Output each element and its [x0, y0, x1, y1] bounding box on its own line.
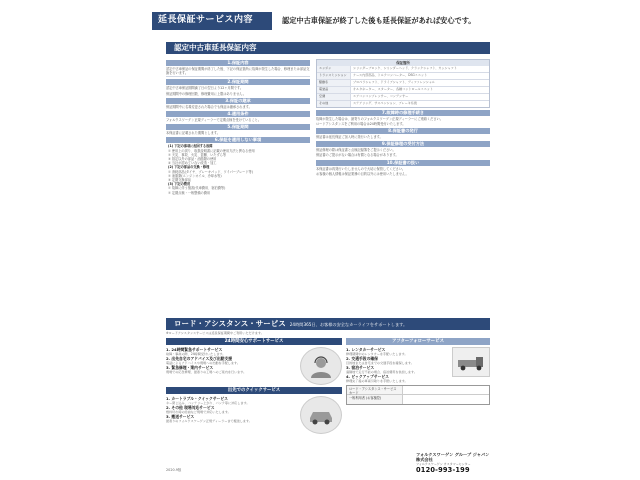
exclusion-item: ① 故障に伴う損害(代車費用、宿泊費等) [168, 186, 226, 191]
section-text: 保証修理の際は保証書と点検記録簿をご提示ください。 [316, 148, 396, 153]
section-heading: 7.故障時の修理手続き [316, 110, 490, 116]
card-label: ロード・アシスタンス・サービス カード [347, 386, 403, 394]
service-item-desc: 燃料切れ時の給油など現場で対応いたします。 [166, 410, 231, 414]
exclusion-item: ③ 指定以外の部品・油脂類の使用 [168, 157, 217, 162]
coverage-table [316, 59, 490, 108]
table-row [317, 87, 489, 94]
exclusion-item: (3) 下記の費用 [168, 182, 191, 187]
section-text: 保証期間中に名義変更された場合でも保証は継承されます。 [166, 104, 252, 109]
service-item-title: 2. その他 現場対応サービス [166, 405, 215, 410]
service-item-desc: 故障・事故の際、24時間受付いたします。 [166, 352, 226, 356]
support-band: 24時間安心サポートサービス [166, 338, 342, 345]
table-cell-value: ケース内部部品、トルクコンバーター、DSGユニット [353, 73, 428, 78]
section-text: 本保証書に記載された期間とします。 [166, 131, 220, 136]
warranty-document [148, 6, 494, 478]
service-item-desc: キー閉じ込み、バッテリー上がり、パンク等に対応します。 [166, 401, 250, 405]
exclusion-item: ③ 定期交換部品 [168, 178, 191, 183]
service-item-title: 1. レンタカーサービス [346, 347, 386, 352]
service-item-title: 2. 交通手段の確保 [346, 356, 378, 361]
exclusion-item: (2) 下記の部品の交換・修理 [168, 165, 210, 170]
table-cell-key: 空調 [317, 94, 351, 100]
service-item-title: 2. 出先自宅のアドバイス及び出動支援 [166, 356, 233, 361]
table-cell-key: エンジン [317, 66, 351, 72]
service-item-desc: 修理期間中のレンタカーを手配いたします。 [346, 352, 408, 356]
section-heading: 9.保証修理の受付方法 [316, 141, 490, 147]
section-text: フォルクスワーゲン正規ディーラーで定期点検を受けていること。 [166, 118, 262, 123]
service-item-desc: 目的地または自宅までの交通手段を確保します。 [346, 361, 414, 365]
section-heading: 1.保証内容 [166, 60, 310, 66]
dealer-info [416, 452, 492, 475]
section-text: 認定中古車保証の保証期間が終了した後、下記の保証箇所に故障が発生した場合、修理または部品交換を行います。 [166, 67, 310, 76]
section-heading: 3.保証の継承 [166, 98, 310, 104]
table-cell-key: 電装品 [317, 87, 351, 93]
dealer-address: フォルクスワーゲン カスタマーセンター [416, 461, 471, 466]
after-follow-block [346, 347, 490, 383]
divider [166, 76, 310, 77]
document-subtitle: 認定中古車保証が終了した後も延長保証があれば安心です。 [282, 16, 476, 25]
section-heading: 2.保証期間 [166, 79, 310, 85]
card-value [403, 395, 489, 404]
after-follow-list [346, 347, 449, 383]
service-item-title: 3. 搬送サービス [166, 414, 195, 419]
service-item-title: 3. 宿泊サービス [346, 365, 375, 370]
dealer-name: フォルクスワーゲン グループ ジャパン 株式会社 [416, 452, 490, 463]
document-title: 延長保証サービス内容 [152, 12, 272, 30]
table-cell-key: 駆動系 [317, 80, 351, 86]
road-service-title-note: 24時間365日、お客様の安全なカーライフをサポートします。 [289, 322, 408, 327]
card-row [347, 386, 489, 395]
quick-list [166, 396, 297, 434]
card-row [347, 395, 489, 404]
membership-card-form [346, 385, 490, 405]
car-icon [307, 403, 335, 427]
exclusion-item: ④ 当社が認めていない改造・加工 [168, 161, 217, 166]
section-text: 本保証書は再発行いたしませんので大切に保管してください。 [316, 166, 406, 171]
operator-photo [300, 347, 342, 385]
tow-truck-photo [452, 347, 490, 377]
support-list [166, 347, 297, 385]
section-text: 保証書のご提示がない場合は有償となる場合があります。 [316, 153, 399, 158]
service-item-desc: 最寄りのフォルクスワーゲン正規ディーラーまで搬送します。 [166, 419, 252, 423]
section-heading: 6.保証を適用しない事項 [166, 137, 310, 143]
table-row [317, 73, 489, 80]
service-item-desc: 電話によるアドバイスや現場への出動を手配します。 [166, 361, 240, 365]
warranty-left-column [166, 58, 310, 195]
exclusion-item: ② 油脂類(エンジンオイル、冷却水等) [168, 173, 222, 178]
support-block [166, 347, 342, 385]
car-photo [300, 396, 342, 434]
road-service-right [346, 338, 490, 405]
table-cell-value: ステアリング、サスペンション、ブレーキ系統 [353, 100, 417, 105]
document-code: 2020.9版 [166, 468, 182, 472]
table-cell-key: その他 [317, 101, 351, 107]
table-cell-value: オルタネーター、スターター、各種コントロールユニット [353, 86, 433, 91]
card-value [403, 386, 489, 394]
after-follow-band: アフターフォローサービス [346, 338, 490, 345]
exclusion-item: ① 使用上の誤り、取扱説明書に記載の使用方法と異なる使用 [168, 148, 255, 153]
section-heading: 4.適用条件 [166, 111, 310, 117]
section-text: 保証期間中の修理回数、修理費用に上限はありません。 [166, 91, 246, 96]
exclusion-item: ① 消耗部品(タイヤ、ブレーキパッド、ワイパーブレード等) [168, 169, 253, 174]
quick-block [166, 396, 342, 434]
quick-band: 出先でのクイックサービス [166, 387, 342, 394]
section-text: 保証書は延長保証ご加入時に発行いたします。 [316, 134, 383, 139]
table-cell-key: トランスミッション [317, 73, 351, 79]
section-heading: 5.保証期間 [166, 124, 310, 130]
card-label: 一般利用者 (お客様控) [347, 395, 403, 404]
operator-icon [307, 354, 335, 378]
exclusion-item: ② 定期点検・一般整備の費用 [168, 190, 211, 195]
service-item-title: 3. 緊急修理・案内サービス [166, 365, 214, 370]
service-item-desc: 遠隔地で走行不能の場合、宿泊費用を負担します。 [346, 370, 417, 374]
service-item-title: 1. カートラブル・クイックサービス [166, 396, 228, 401]
road-service-title-text: ロード・アシスタンス・サービス [174, 319, 286, 328]
section-text: お客様の個人情報は保証業務の目的以外には使用いたしません。 [316, 171, 409, 176]
table-cell-value: エアコンコンプレッサー、コンデンサー [353, 93, 409, 98]
warranty-section-title: 認定中古車延長保証内容 [166, 42, 490, 54]
road-service-note: ※ロードアシスタンスサービスは延長保証期間中ご利用いただけます。 [166, 331, 264, 335]
section-heading: 10.保証書の扱い [316, 160, 490, 166]
service-item-desc: 修理完了後の車両引取りを手配いたします。 [346, 379, 408, 383]
table-cell-value: プロペラシャフト、ドライブシャフト、ディファレンシャル [353, 79, 436, 84]
road-service-title [166, 318, 490, 330]
table-cell-value: シリンダーブロック、シリンダーヘッド、クランクシャフト、カムシャフト [353, 66, 457, 71]
table-row [317, 101, 489, 107]
road-service-left [166, 338, 342, 436]
table-row [317, 94, 489, 101]
service-item-title: 4. ピックアップサービス [346, 374, 389, 379]
table-row [317, 80, 489, 87]
section-heading: 8.保証書の発行 [316, 128, 490, 134]
service-item-desc: 現場での応急修理、最寄りの工場へのご案内を行います。 [166, 370, 247, 374]
tow-truck-icon [456, 351, 486, 373]
dealer-phone: 0120-993-199 [416, 466, 470, 475]
coverage-table-heading: 保証箇所 [317, 60, 489, 66]
section-text: 認定中古車保証期間満了日の翌日より12ヶ月間です。 [166, 86, 244, 91]
section-text: 故障が発生した場合は、最寄りのフォルクスワーゲン正規ディーラーにご連絡ください。 [316, 116, 443, 121]
exclusion-item: ② 天災、事故、火災、盗難、いたずら等 [168, 152, 227, 157]
exclusion-item: (1) 下記の事項に起因する故障 [168, 144, 213, 149]
service-item-title: 1. 24時間緊急サポートサービス [166, 347, 223, 352]
section-text: ロードアシスタンスをご利用の場合は24時間受付いたします。 [316, 121, 406, 126]
warranty-right-column [316, 58, 490, 177]
